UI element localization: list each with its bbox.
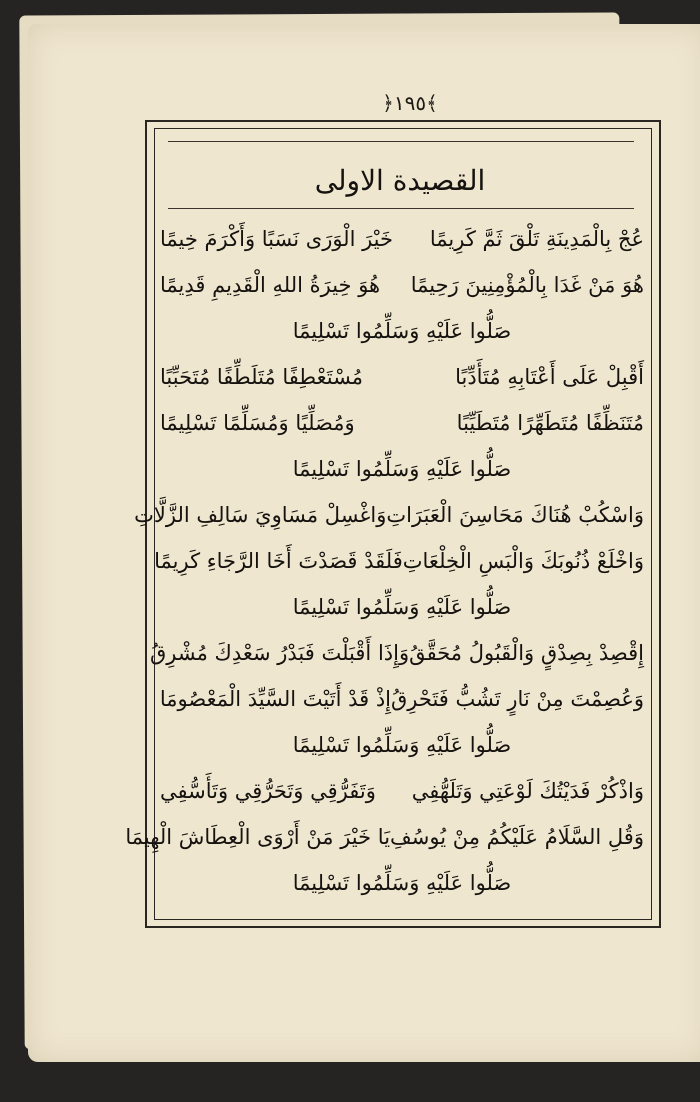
verse-line xyxy=(160,679,644,719)
first-hemistich: أَقْبِلْ عَلَى أَعْتَابِهِ مُتَأَدِّبًا xyxy=(455,365,644,389)
second-hemistich: فَلَقَدْ قَصَدْتَ أَخَا الرَّجَاءِ كَرِيمًا xyxy=(154,549,403,573)
first-hemistich: مُتَنَظِّفًا مُتَطَهِّرًا مُتَطَيِّبًا xyxy=(456,411,644,435)
first-hemistich: وَاخْلَعْ ذُنُوبَكَ وَالْبَسِ الْخِلْعَاتِ xyxy=(402,549,644,573)
first-hemistich: عُجْ بِالْمَدِينَةِ تَلْقَ ثَمَّ كَرِيمًا xyxy=(429,227,644,251)
first-hemistich: وَقُلِ السَّلَامُ عَلَيْكُمُ مِنْ يُوسُفِ xyxy=(390,825,644,849)
refrain: صَلُّوا عَلَيْهِ وَسَلِّمُوا تَسْلِيمًا xyxy=(292,733,512,757)
refrain: صَلُّوا عَلَيْهِ وَسَلِّمُوا تَسْلِيمًا xyxy=(292,595,512,619)
verse-line xyxy=(125,817,644,857)
verse-line xyxy=(154,541,644,581)
refrain: صَلُّوا عَلَيْهِ وَسَلِّمُوا تَسْلِيمًا xyxy=(292,871,512,895)
second-hemistich: وَتَفَرُّقِي وَتَحَرُّقِي وَتَأَسُّفِي xyxy=(160,779,376,803)
verse-line xyxy=(160,357,644,397)
verse-line xyxy=(160,219,644,259)
refrain: صَلُّوا عَلَيْهِ وَسَلِّمُوا تَسْلِيمًا xyxy=(292,319,512,343)
second-hemistich: وَإِذَا أَقْبَلْتَ فَبَدْرُ سَعْدِكَ مُشْرِقُ xyxy=(150,641,410,665)
second-hemistich: وَاغْسِلْ مَسَاوِيَ سَالِفِ الزَّلَّاتِ xyxy=(134,503,387,527)
second-hemistich: وَمُصَلِّيًا وَمُسَلِّمًا تَسْلِيمًا xyxy=(160,411,355,435)
second-hemistich: يَا خَيْرَ مَنْ أَرْوَى الْعِطَاشَ الْهِيمَا xyxy=(125,825,391,849)
second-hemistich: هُوَ خِيرَةُ اللهِ الْقَدِيمِ قَدِيمًا xyxy=(160,273,381,297)
page-number: ﴿١٩٥﴾ xyxy=(382,91,438,115)
verse-line xyxy=(160,265,644,305)
verse-line xyxy=(134,495,644,535)
second-hemistich: مُسْتَعْطِفًا مُتَلَطِّفًا مُتَحَبِّبًا xyxy=(160,365,364,389)
second-hemistich: خَيْرَ الْوَرَى نَسَبًا وَأَكْرَمَ خِيمًا xyxy=(160,227,393,251)
verse-line xyxy=(160,403,644,443)
header-rule-top xyxy=(168,141,634,142)
second-hemistich: إِذْ قَدْ أَتَيْتَ السَّيِّدَ الْمَعْصُومَا xyxy=(159,687,392,711)
poem-title: القصيدة الاولى xyxy=(314,164,486,197)
first-hemistich: وَاذْكُرْ فَدَيْتُكَ لَوْعَتِي وَتَلَهُّفِي xyxy=(411,779,644,803)
first-hemistich: هُوَ مَنْ غَدَا بِالْمُؤْمِنِينَ رَحِيمًا xyxy=(410,273,644,297)
first-hemistich: وَاسْكُبْ هُنَاكَ مَحَاسِنَ الْعَبَرَاتِ xyxy=(386,503,644,527)
first-hemistich: وَعُصِمْتَ مِنْ نَارٍ تَشُبُّ فَتَحْرِقُ xyxy=(391,687,644,711)
first-hemistich: إِقْصِدْ بِصِدْقٍ وَالْقَبُولُ مُحَقَّقُ xyxy=(409,641,644,665)
header-rule-bottom xyxy=(168,208,634,209)
verse-line xyxy=(160,771,644,811)
refrain: صَلُّوا عَلَيْهِ وَسَلِّمُوا تَسْلِيمًا xyxy=(292,457,512,481)
verse-line xyxy=(150,633,644,673)
